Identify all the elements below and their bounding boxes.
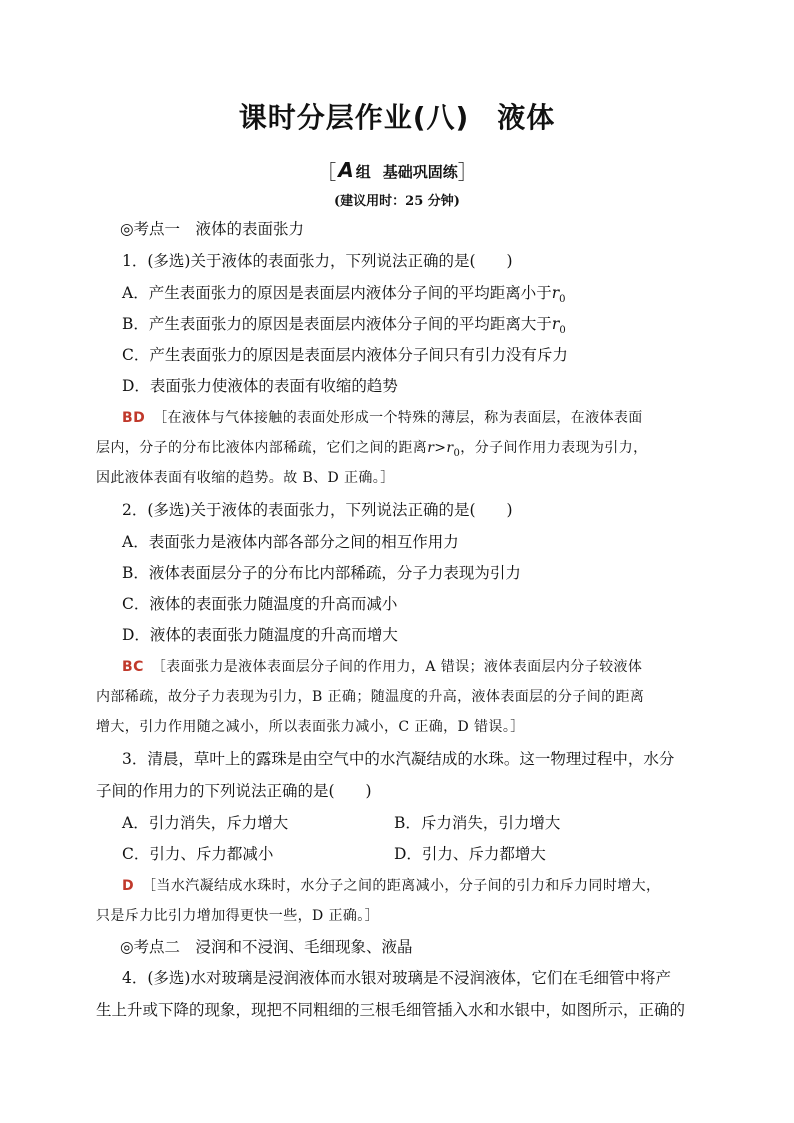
q1-option-c: C．产生表面张力的原因是表面层内液体分子间只有引力没有斥力 (122, 346, 568, 364)
q3-option-b: B．斥力消失，引力增大 (394, 814, 561, 832)
group-open-bracket: ［ (316, 160, 337, 184)
q1-option-a: A．产生表面张力的原因是表面层内液体分子间的平均距离小于$r_0$ (122, 284, 566, 306)
q1-answer-line-3: 因此液体表面有收缩的趋势。故 B、D 正确。］ (96, 470, 395, 486)
q3-stem-line-2: 子间的作用力的下列说法正确的是( ) (96, 782, 372, 800)
group-title: 基础巩固练 (382, 163, 458, 181)
title-main: 课时分层作业(八) (238, 101, 470, 134)
page-title (0, 96, 794, 136)
q2-answer-line-3: 增大，引力作用随之减小，所以表面张力减小，C 正确，D 错误。］ (96, 719, 525, 735)
q2-stem: 2．(多选)关于液体的表面张力，下列说法正确的是( ) (122, 501, 513, 519)
group-heading (0, 156, 794, 185)
section-heading-2: ◎考点二 浸润和不浸润、毛细现象、液晶 (120, 938, 413, 956)
q3-option-c: C．引力、斥力都减小 (122, 845, 274, 863)
q1-answer-line-1: BD ［在液体与气体接触的表面处形成一个特殊的薄层，称为表面层，在液体表面 (122, 410, 643, 426)
group-name: 组 (355, 163, 371, 181)
section-heading-1: ◎考点一 液体的表面张力 (120, 220, 305, 238)
q2-answer-key: BC (122, 659, 144, 675)
title-sub: 液体 (497, 101, 556, 134)
q1-option-d: D．表面张力使液体的表面有收缩的趋势 (122, 377, 398, 395)
q3-answer-line-1: D ［当水汽凝结成水珠时，水分子之间的距离减小，分子间的引力和斥力同时增大， (122, 878, 661, 894)
group-letter: A (338, 158, 354, 182)
time-hint: (建议用时：25 分钟) (334, 194, 460, 209)
q4-stem-line-1: 4．(多选)水对玻璃是浸润液体而水银对玻璃是不浸润液体，它们在毛细管中将产 (122, 969, 671, 987)
q2-option-c: C．液体的表面张力随温度的升高而减小 (122, 595, 398, 613)
q3-options-row-1 (122, 813, 682, 833)
q1-answer-key: BD (122, 410, 146, 426)
q2-option-b: B．液体表面层分子的分布比内部稀疏，分子力表现为引力 (122, 564, 521, 582)
q3-options-row-2 (122, 844, 682, 864)
q3-answer-key: D (122, 878, 135, 894)
group-close-bracket: ］ (457, 160, 478, 184)
q2-answer-line-2: 内部稀疏，故分子力表现为引力，B 正确；随温度的升高，液体表面层的分子间的距离 (96, 689, 645, 705)
q1-option-b: B．产生表面张力的原因是表面层内液体分子间的平均距离大于$r_0$ (122, 315, 566, 337)
q1-answer-line-2: 层内，分子的分布比液体内部稀疏，它们之间的距离$r>r_0$，分子间作用力表现为引力， (96, 440, 648, 459)
q4-stem-line-2: 生上升或下降的现象，现把不同粗细的三根毛细管插入水和水银中，如图所示，正确的 (96, 1001, 686, 1019)
q2-option-d: D．液体的表面张力随温度的升高而增大 (122, 626, 398, 644)
q2-option-a: A．表面张力是液体内部各部分之间的相互作用力 (122, 533, 459, 551)
q3-answer-line-2: 只是斥力比引力增加得更快一些，D 正确。］ (96, 908, 380, 924)
q3-option-a: A．引力消失，斥力增大 (122, 814, 289, 832)
q3-option-d: D．引力、斥力都增大 (394, 845, 546, 863)
q2-answer-line-1: BC ［表面张力是液体表面层分子间的作用力，A 错误；液体表面层内分子较液体 (122, 659, 643, 675)
q3-stem-line-1: 3．清晨，草叶上的露珠是由空气中的水汽凝结成的水珠。这一物理过程中，水分 (122, 750, 675, 768)
q1-stem: 1．(多选)关于液体的表面张力，下列说法正确的是( ) (122, 252, 513, 270)
